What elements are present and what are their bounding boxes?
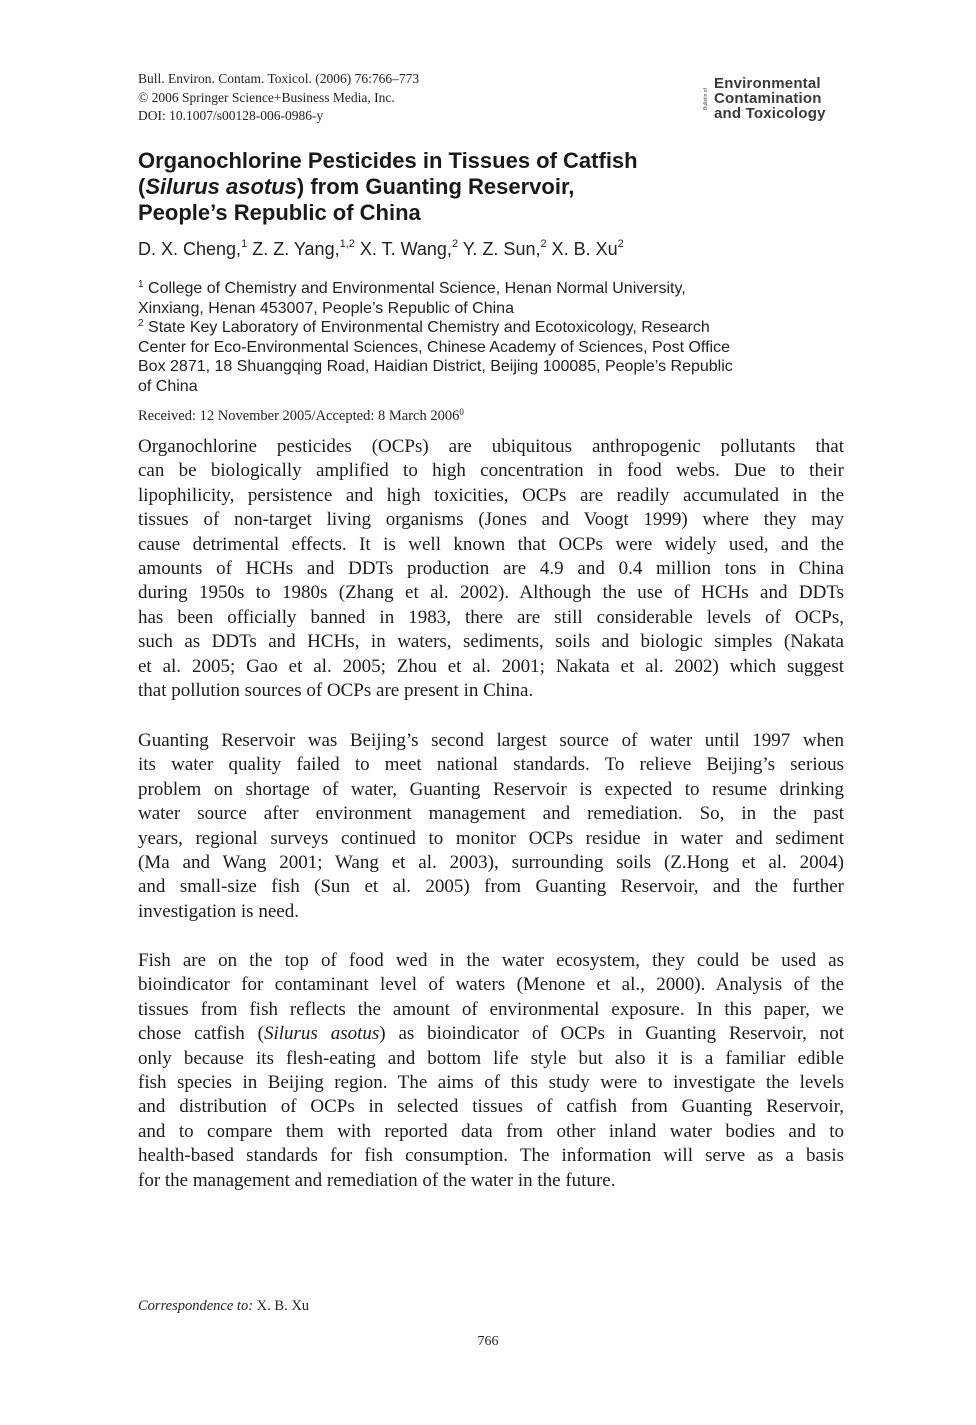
paragraph-line: Guanting Reservoir was Beijing’s second largest source of water until 1997 when	[138, 730, 844, 751]
affiliation-2-line-2: Center for Eco-Environmental Sciences, Chinese Academy of Sciences, Post Office	[138, 338, 730, 356]
paragraph-line: tissues from fish reflects the amount of environmental exposure. In this paper, we	[138, 998, 844, 1020]
affiliation-2-line-1	[138, 318, 858, 338]
journal-citation: Bull. Environ. Contam. Toxicol. (2006) 76:766–773	[138, 71, 420, 86]
paragraph-line: cause detrimental effects. It is well known that OCPs were widely used, and the	[138, 533, 844, 555]
author-affiliation-mark: 1	[241, 238, 248, 250]
correspondence-label: Correspondence to:	[138, 1298, 254, 1314]
paragraph-line: amounts of HCHs and DDTs production are 4.9 and 0.4 million tons in China	[138, 558, 844, 580]
paragraph-line: years, regional surveys continued to monitor OCPs residue in water and sediment	[138, 827, 844, 849]
paragraph-line: et al. 2005; Gao et al. 2005; Zhou et al. 2001; Nakata et al. 2002) which suggest	[138, 655, 844, 677]
affiliations	[138, 279, 858, 396]
paragraph-line: for the management and remediation of the water in the future.	[138, 1169, 616, 1191]
correspondence-note	[138, 1297, 309, 1315]
journal-logo-side-text: Bulletin of	[703, 88, 709, 110]
journal-logo-line-2: Contamination	[714, 90, 822, 107]
title-line-3: People’s Republic of China	[138, 200, 421, 225]
journal-logo	[704, 76, 864, 122]
paragraph-line: such as DDTs and HCHs, in waters, sediments, soils and biologic simples (Nakata	[138, 631, 844, 653]
journal-logo-line-3: and Toxicology	[714, 105, 826, 122]
citation-header	[138, 70, 419, 126]
paragraph-line: and small-size fish (Sun et al. 2005) from Guanting Reservoir, and the further	[138, 876, 844, 898]
paragraph-line: only because its flesh-eating and bottom life style but also it is a familiar edible	[138, 1047, 844, 1069]
received-text: Received: 12 November 2005/Accepted: 8 March 2006	[138, 408, 460, 424]
paragraph-line: can be biologically amplified to high concentration in food webs. Due to their	[138, 460, 844, 482]
received-mark: 0	[459, 407, 464, 417]
author-name: X. T. Wang,	[359, 239, 452, 259]
affiliation-1-line-2: Xinxiang, Henan 453007, People’s Republic of China	[138, 299, 514, 317]
paragraph-line: water source after environment management and remediation. So, in the past	[138, 803, 844, 825]
paragraph-line: Fish are on the top of food wed in the water ecosystem, they could be used as	[138, 950, 844, 971]
paragraph-line: its water quality failed to meet national standards. To relieve Beijing’s serious	[138, 754, 844, 776]
correspondence-name: X. B. Xu	[256, 1298, 310, 1314]
journal-logo-line-1: Environmental	[714, 75, 821, 92]
affiliation-2-mark: 2	[138, 318, 144, 329]
body-paragraph-3	[138, 949, 844, 1193]
title-line-2-rest: ) from Guanting Reservoir,	[296, 174, 575, 199]
paragraph-line: tissues of non-target living organisms (Jones and Voogt 1999) where they may	[138, 509, 844, 531]
paragraph-line: lipophilicity, persistence and high toxicities, OCPs are readily accumulated in the	[138, 484, 844, 506]
author-name: Y. Z. Sun,	[462, 239, 541, 259]
author-affiliation-mark: 2	[540, 238, 547, 250]
paragraph-line: during 1950s to 1980s (Zhang et al. 2002). Although the use of HCHs and DDTs	[138, 582, 844, 604]
title-line-1: Organochlorine Pesticides in Tissues of Catfish	[138, 148, 638, 173]
paragraph-line: problem on shortage of water, Guanting Reservoir is expected to resume drinking	[138, 778, 844, 800]
title-paren-open: (	[138, 174, 146, 199]
author-name: X. B. Xu	[551, 239, 618, 259]
journal-logo-wordmark	[714, 76, 826, 121]
title-line-2	[138, 174, 878, 200]
paragraph-line: (Ma and Wang 2001; Wang et al. 2003), surrounding soils (Z.Hong et al. 2004)	[138, 852, 844, 874]
author-name: D. X. Cheng,	[138, 239, 242, 259]
paragraph-line: Organochlorine pesticides (OCPs) are ubiquitous anthropogenic pollutants that	[138, 436, 844, 457]
paragraph-line: fish species in Beijing region. The aims of this study were to investigate the levels	[138, 1072, 844, 1094]
page-number: 766	[477, 1334, 499, 1349]
paragraph-line: has been officially banned in 1983, there are still considerable levels of OCPs,	[138, 606, 844, 628]
author-list	[138, 236, 624, 262]
affiliation-1-mark: 1	[138, 279, 144, 290]
body-paragraph-2	[138, 729, 844, 924]
affiliation-1-text: College of Chemistry and Environmental Science, Henan Normal University,	[148, 280, 686, 297]
paragraph-line: and to compare them with reported data from other inland water bodies and to	[138, 1120, 844, 1142]
affiliation-2-line-3: Box 2871, 18 Shuangqing Road, Haidian District, Beijing 100085, People’s Republic	[138, 358, 733, 375]
affiliation-2-text: State Key Laboratory of Environmental Chemistry and Ecotoxicology, Research	[148, 319, 710, 336]
received-dates	[138, 407, 464, 425]
paragraph-line: and distribution of OCPs in selected tissues of catfish from Guanting Reservoir,	[138, 1096, 844, 1118]
author-affiliation-mark: 2	[451, 238, 459, 250]
affiliation-1-line-1	[138, 279, 858, 299]
affiliation-2-line-4: of China	[138, 377, 198, 395]
copyright-line: © 2006 Springer Science+Business Media, Inc.	[138, 89, 395, 105]
body-paragraph-1	[138, 435, 844, 703]
doi-line: DOI: 10.1007/s00128-006-0986-y	[138, 108, 324, 123]
author-name: Z. Z. Yang,	[252, 239, 340, 259]
author-affiliation-mark: 1,2	[339, 238, 355, 250]
title-species-name: Silurus asotus	[145, 174, 297, 199]
paragraph-line	[138, 1022, 844, 1046]
paragraph-line: health-based standards for fish consumption. The information will serve as a basis	[138, 1145, 844, 1167]
paragraph-line: investigation is need.	[138, 900, 299, 922]
paragraph-line: bioindicator for contaminant level of waters (Menone et al., 2000). Analysis of the	[138, 974, 844, 996]
paper-title	[138, 148, 878, 226]
line-text: chose catfish (	[138, 1023, 264, 1045]
species-name: Silurus asotus	[263, 1023, 380, 1045]
line-text: ) as bioindicator of OCPs in Guanting Reservoir, not	[379, 1023, 845, 1045]
paragraph-line: that pollution sources of OCPs are present in China.	[138, 680, 534, 702]
author-affiliation-mark: 2	[617, 238, 624, 250]
